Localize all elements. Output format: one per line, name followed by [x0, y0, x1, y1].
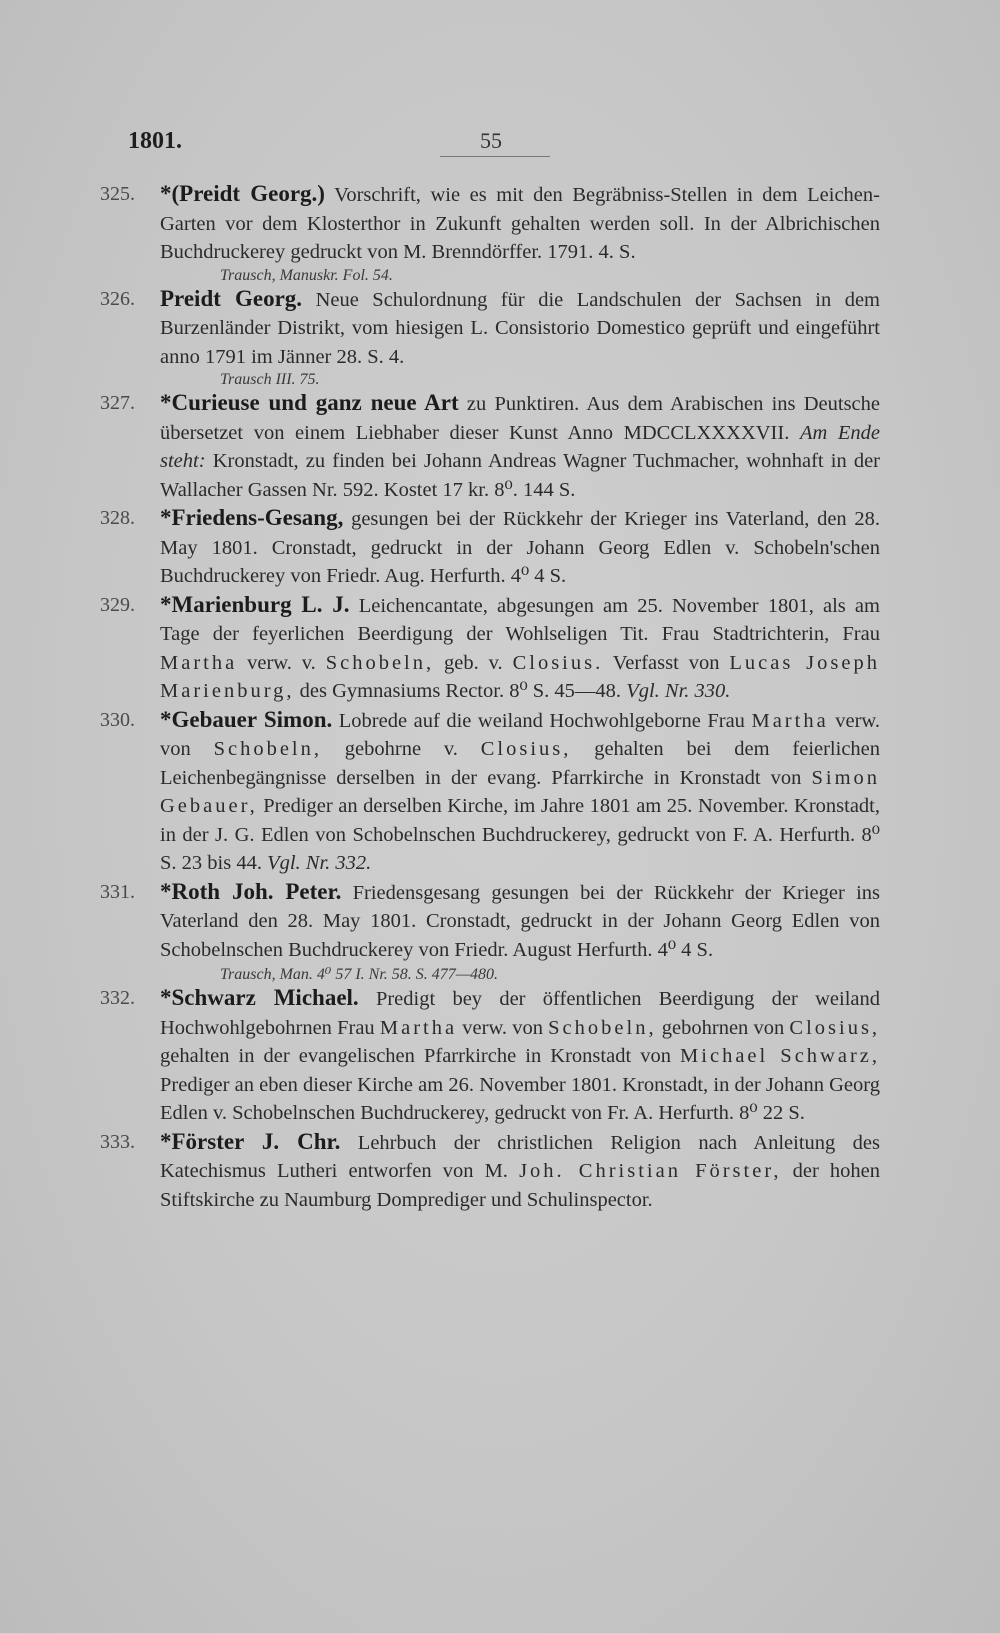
- entry-body: [160, 504, 880, 591]
- entry-author: Preidt Georg.: [160, 285, 303, 311]
- spaced-name: Martha: [379, 1016, 458, 1039]
- entry-author: *(Preidt Georg.): [160, 181, 325, 206]
- entry-author: *Förster J. Chr.: [160, 1128, 341, 1154]
- spaced-name: Schobeln,: [213, 738, 322, 760]
- entry-text: der hohen Stiftskirche zu Naumburg Domprediger und Schulinspector.: [160, 1160, 880, 1211]
- entry-327: [100, 389, 880, 504]
- entry-author: *Schwarz Michael.: [160, 985, 359, 1010]
- spaced-name: Michael Schwarz,: [680, 1045, 880, 1067]
- entry-text: gebohrne v.: [344, 738, 458, 760]
- entry-reference: Trausch, Manuskr. Fol. 54.: [220, 266, 393, 284]
- entry-332: [100, 984, 880, 1128]
- entry-number: 329.: [100, 593, 135, 616]
- entry-text: Verfasst von: [612, 651, 720, 674]
- entry-author: *Roth Joh. Peter.: [160, 878, 342, 904]
- entry-body: [160, 706, 880, 878]
- entry-reference: Trausch, Man. 4⁰ 57 I. Nr. 58. S. 477—480.: [220, 966, 498, 983]
- entry-text: Kronstadt, zu finden bei Johann Andreas Wagner Tuchmacher, wohnhaft in der Wallacher Gassen Nr. 592. Kostet 17 kr. 8⁰. 144 S.: [160, 450, 881, 501]
- entry-329: [100, 591, 880, 706]
- entry-text: verw. von: [160, 709, 880, 760]
- entry-text: geb. v.: [444, 651, 503, 674]
- entry-reference: Trausch III. 75.: [220, 371, 320, 388]
- entry-text: gehalten bei dem feierlichen Leichenbegängnisse derselben in der evang. Pfarrkirche in Kronstadt von: [160, 738, 881, 789]
- header-year: 1801.: [128, 128, 182, 154]
- entry-text: des Gymnasiums Rector. 8⁰ S. 45—48.: [299, 680, 622, 702]
- bibliography-entries: [100, 180, 880, 1214]
- cross-reference: Vgl. Nr. 332.: [267, 852, 372, 874]
- entry-author: *Gebauer Simon.: [160, 706, 333, 732]
- entry-text: Neue Schulordnung für die Landschulen der Sachsen in dem Burzenländer Distrikt, vom hiesigen L. Consistorio Domestico geprüft und eingeführt anno 1791 im Jänner 28. S. 4.: [160, 288, 881, 368]
- entry-328: [100, 504, 880, 591]
- spaced-name: Joh. Christian Förster,: [519, 1160, 782, 1182]
- entry-text: Prediger an derselben Kirche, im Jahre 1801 am 25. November. Kronstadt, in der J. G. Edlen von Schobelnschen Buchdruckerey, gedruckt von F. A. Herfurth. 8⁰ S. 23 bis 44.: [160, 795, 880, 874]
- spaced-name: Lucas Joseph Marienburg,: [160, 651, 880, 702]
- entry-body: [160, 984, 880, 1128]
- spaced-name: Simon Gebauer,: [160, 766, 881, 817]
- spaced-name: Schobeln,: [325, 651, 435, 674]
- entry-text: zu Punktiren. Aus dem Arabischen ins Deutsche übersetzet von einem Liebhaber dieser Kunst Anno MDCCLXXXXVII.: [160, 393, 881, 444]
- entry-text: Prediger an eben dieser Kirche am 26. November 1801. Kronstadt, in der Johann Georg Edlen v. Schobelnschen Buchdruckerey, gedruckt von Fr. A. Herfurth. 8⁰ 22 S.: [160, 1073, 880, 1124]
- entry-325: [100, 180, 880, 285]
- entry-text: Leichencantate, abgesungen am 25. November 1801, als am Tage der feyerlichen Beerdigung der Wohlseligen Tit. Frau Stadtrichterin, Frau: [160, 594, 880, 645]
- entry-text: Lobrede auf die weiland Hochwohlgeborne Frau: [338, 709, 745, 732]
- entry-text: gehalten in der evangelischen Pfarrkirche in Kronstadt von: [160, 1045, 671, 1067]
- entry-number: 333.: [100, 1130, 135, 1153]
- entry-body: [160, 1128, 880, 1215]
- spaced-name: Closius.: [512, 651, 604, 674]
- entry-text: Vorschrift, wie es mit den Begräbniss-Stellen in dem Leichen-Garten vor dem Klosterthor in Zukunft gehalten werden soll. In der Albrichischen Buchdruckerey gedruckt von M. Brenndörffer. 1791. 4. S.: [160, 184, 880, 263]
- entry-326: [100, 285, 880, 390]
- entry-title: *Friedens-Gesang,: [160, 505, 344, 530]
- entry-number: 326.: [100, 287, 135, 310]
- entry-note: Am Ende steht:: [160, 421, 880, 472]
- entry-body: [160, 878, 880, 965]
- entry-text: gebohrnen von: [661, 1016, 785, 1039]
- entry-title: *Curieuse und ganz neue Art: [160, 390, 459, 415]
- entry-body: [160, 389, 880, 504]
- entry-text: Friedensgesang gesungen bei der Rückkehr der Krieger ins Vaterland den 28. May 1801. Cronstadt, gedruckt in der Johann Georg Edlen von Schobelnschen Buchdruckerey von Friedr. August Herfurth. 4⁰ 4 S.: [160, 881, 880, 961]
- entry-body: [160, 180, 880, 267]
- spaced-name: Closius,: [480, 738, 572, 760]
- entry-text: Predigt bey der öffentlichen Beerdigung der weiland Hochwohlgebohrnen Frau: [160, 988, 880, 1039]
- spaced-name: Closius,: [789, 1016, 881, 1039]
- spaced-name: Martha: [160, 651, 238, 674]
- entry-number: 328.: [100, 507, 135, 529]
- entry-author: *Marienburg L. J.: [160, 591, 350, 617]
- entry-333: [100, 1128, 880, 1215]
- entry-number: 327.: [100, 392, 135, 414]
- spaced-name: Schobeln,: [548, 1016, 657, 1039]
- page-number: 55: [480, 128, 502, 153]
- entry-body: [160, 285, 880, 372]
- entry-text: gesungen bei der Rückkehr der Krieger ins Vaterland, den 28. May 1801. Cronstadt, gedruckt in der Johann Georg Edlen v. Schobeln'schen Buchdruckerey von Friedr. Aug. Herfurth. 4⁰ 4 S.: [160, 508, 881, 587]
- entry-text: Lehrbuch der christlichen Religion nach Anleitung des Katechismus Lutheri entworfen von M.: [160, 1131, 880, 1182]
- entry-330: [100, 706, 880, 878]
- entry-text: verw. von: [462, 1016, 543, 1039]
- spaced-name: Martha: [751, 709, 829, 732]
- entry-number: 330.: [100, 708, 135, 731]
- header-rule: [440, 156, 550, 157]
- entry-body: [160, 591, 880, 706]
- entry-number: 325.: [100, 183, 135, 205]
- entry-text: verw. v.: [247, 651, 316, 674]
- cross-reference: Vgl. Nr. 330.: [626, 680, 731, 702]
- entry-number: 331.: [100, 880, 135, 903]
- entry-331: [100, 878, 880, 985]
- entry-number: 332.: [100, 987, 135, 1009]
